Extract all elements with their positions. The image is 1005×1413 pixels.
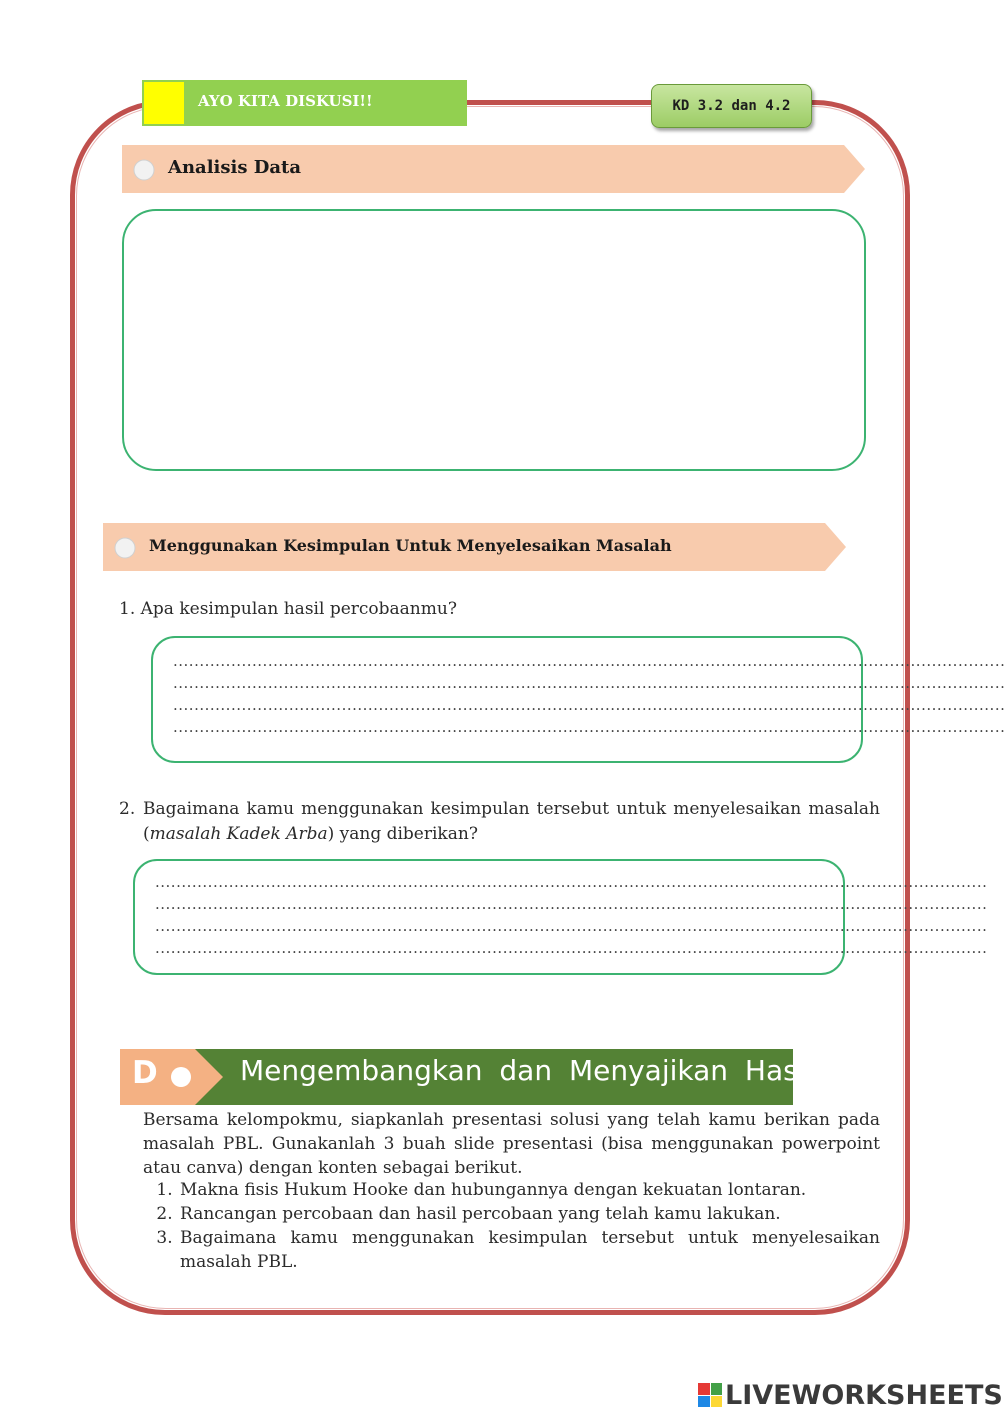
list-item: 3. Bagaimana kamu menggunakan kesimpulan tersebut untuk menyelesaikan masalah PBL.	[178, 1226, 880, 1274]
kd-badge: KD 3.2 dan 4.2	[651, 84, 812, 128]
answer-line: ..............................................................................................................................................................	[173, 718, 1005, 736]
question-1-number: 1.	[119, 599, 136, 619]
liveworksheets-brand	[698, 1380, 1003, 1410]
section-d-letter: D	[132, 1055, 158, 1091]
list-item: 1. Makna fisis Hukum Hooke dan hubungannya dengan kekuatan lontaran.	[178, 1178, 880, 1202]
question-1-answer-box[interactable]	[151, 636, 1005, 763]
answer-line: ..............................................................................................................................................................	[173, 696, 1005, 714]
section-d-list	[143, 1178, 880, 1274]
question-2-text-after: ) yang diberikan?	[327, 824, 478, 844]
list-item: 2. Rancangan percobaan dan hasil percobaan yang telah kamu lakukan.	[178, 1202, 880, 1226]
question-2	[119, 797, 880, 847]
brand-name: LIVEWORKSHEETS	[725, 1379, 1003, 1411]
section-d-paragraph: Bersama kelompokmu, siapkanlah presentasi solusi yang telah kamu berikan pada masalah PBL. Gunakanlah 3 buah slide presentasi (bisa menggunakan powerpoint atau canva) dengan konten sebagai berikut.	[143, 1110, 880, 1178]
question-2-text-before: Bagaimana kamu menggunakan kesimpulan tersebut untuk menyelesaikan masalah (	[143, 799, 880, 844]
question-2-number: 2.	[119, 799, 136, 819]
question-2-text-italic: masalah Kadek Arba	[149, 824, 328, 844]
question-1-text: Apa kesimpulan hasil percobaanmu?	[140, 599, 457, 619]
analisis-answer-box[interactable]	[122, 209, 866, 471]
answer-line: ..............................................................................................................................................................	[155, 917, 988, 935]
answer-line: ..............................................................................................................................................................	[173, 652, 1005, 670]
section-d-dot	[171, 1067, 191, 1087]
question-1	[119, 597, 457, 622]
answer-line: ..............................................................................................................................................................	[155, 895, 988, 913]
answer-line: ..............................................................................................................................................................	[173, 674, 1005, 692]
discussion-banner	[142, 80, 467, 126]
answer-line: ..............................................................................................................................................................	[155, 873, 988, 891]
analisis-heading: Analisis Data	[168, 157, 302, 178]
answer-line: ..............................................................................................................................................................	[155, 939, 988, 957]
banner-label: AYO KITA DISKUSI!!	[198, 92, 373, 110]
banner-yellow-square	[144, 82, 184, 124]
question-2-text	[143, 797, 880, 847]
section-d-chevron	[195, 1049, 223, 1105]
question-2-answer-box[interactable]	[133, 859, 988, 975]
liveworksheets-logo-icon	[698, 1383, 722, 1407]
kesimpulan-heading: Menggunakan Kesimpulan Untuk Menyelesaikan Masalah	[149, 536, 672, 555]
section-d-title: Mengembangkan dan Menyajikan Hasil	[240, 1054, 814, 1087]
